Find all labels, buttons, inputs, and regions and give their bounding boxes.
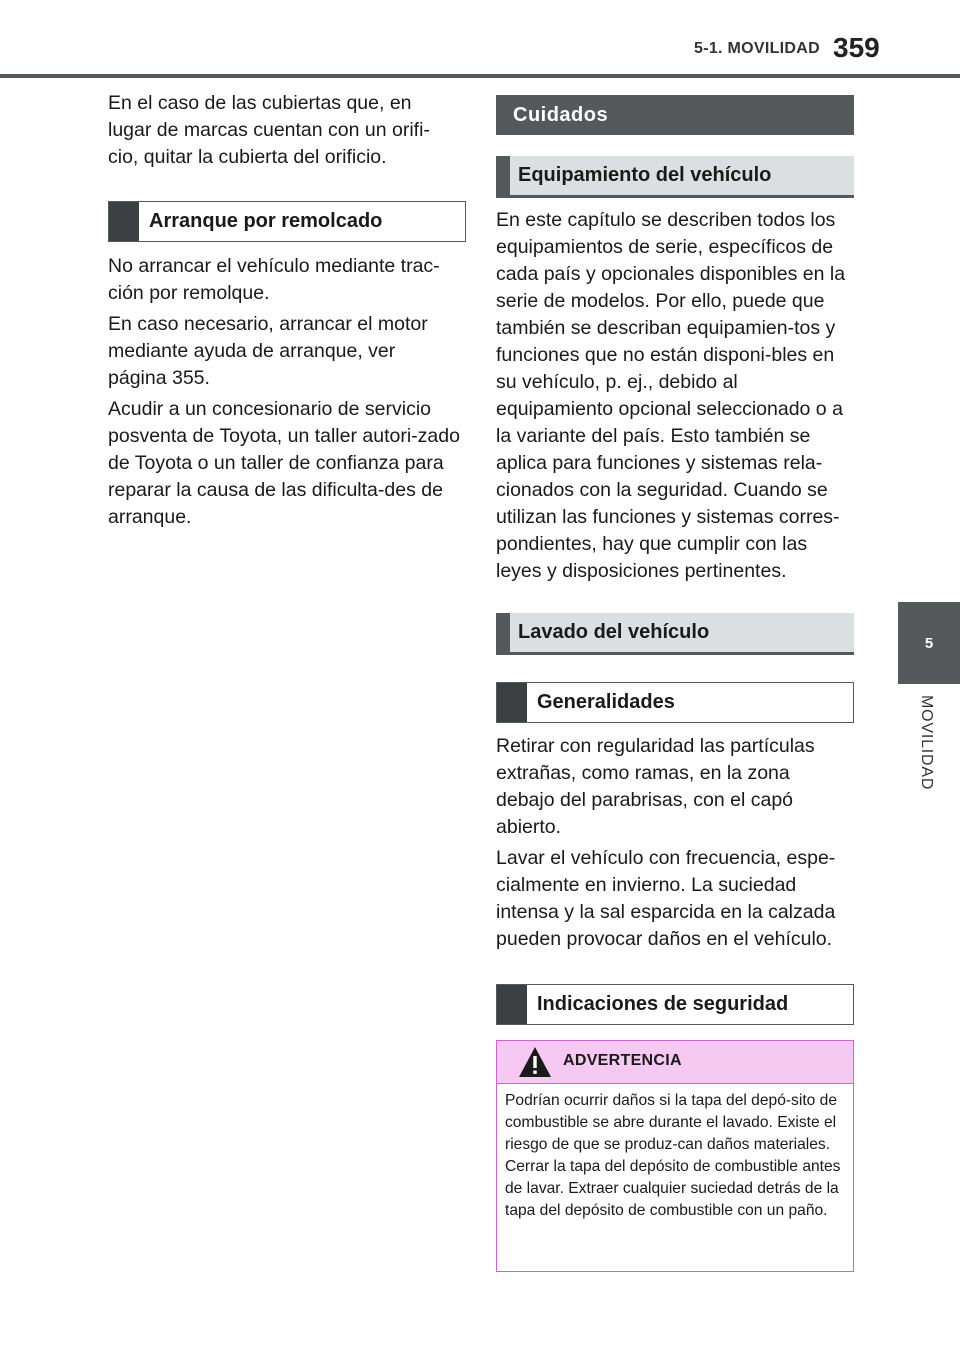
header-divider bbox=[0, 74, 960, 78]
heading-label: Generalidades bbox=[537, 691, 675, 713]
heading-wash bbox=[496, 613, 854, 655]
warning-triangle-icon bbox=[517, 1045, 553, 1079]
heading-label: Arranque por remolcado bbox=[149, 210, 383, 232]
heading-label: Equipamiento del vehículo bbox=[518, 164, 772, 186]
page-number: 359 bbox=[833, 32, 880, 63]
paragraph-dealer: Acudir a un concesionario de servicio posventa de Toyota, un taller autori-zado de Toyota o un taller de confianza para reparar la causa de las dificulta-des de arranque. bbox=[108, 398, 460, 528]
heading-safety bbox=[496, 984, 854, 1025]
paragraph-jump-start: En caso necesario, arrancar el motor mediante ayuda de arranque, ver página 355. bbox=[108, 313, 428, 389]
heading-tow-start bbox=[108, 201, 466, 242]
heading-marker bbox=[496, 156, 510, 195]
chapter-label: MOVILIDAD bbox=[918, 695, 935, 791]
paragraph-debris: Retirar con regularidad las partículas extrañas, como ramas, en la zona debajo del parabrisas, con el capó abierto. bbox=[496, 735, 815, 838]
section-title: 5-1. MOVILIDAD bbox=[694, 40, 820, 57]
heading-marker bbox=[497, 985, 527, 1024]
warning-text: Podrían ocurrir daños si la tapa del depó-sito de combustible se abre durante el lavado. Existe el riesgo de que se produz-can daños materiales. Cerrar la tapa del depósito de combustible antes de lavar. Extraer cualquier suciedad detrás de la tapa del depósito de combustible con un paño. bbox=[505, 1092, 841, 1219]
heading-label: Indicaciones de seguridad bbox=[537, 993, 789, 1015]
paragraph-wash-frequency: Lavar el vehículo con frecuencia, espe-cialmente en invierno. La suciedad intensa y la sal esparcida en la calzada pueden provocar daños en el vehículo. bbox=[496, 847, 836, 950]
chapter-number: 5 bbox=[924, 634, 934, 652]
heading-marker bbox=[496, 613, 510, 652]
warning-box bbox=[496, 1040, 854, 1272]
heading-care: Cuidados bbox=[496, 95, 854, 135]
heading-general bbox=[496, 682, 854, 723]
heading-marker bbox=[497, 683, 527, 722]
warning-title: ADVERTENCIA bbox=[563, 1052, 682, 1069]
paragraph-tow: No arrancar el vehículo mediante trac-ción por remolque. bbox=[108, 255, 440, 304]
chapter-tab bbox=[898, 602, 960, 684]
heading-marker bbox=[109, 202, 139, 241]
heading-equipment bbox=[496, 156, 854, 198]
warning-header bbox=[497, 1041, 853, 1084]
paragraph-equipment: En este capítulo se describen todos los equipamientos de serie, específicos de cada país y opcionales disponibles en la serie de modelos. Por ello, puede que también se describan equipamien-tos y funciones que no están disponi-bles en su vehículo, p. ej., debido al equipamiento opcional seleccionado o a la variante del país. Esto también se aplica para funciones y sistemas rela-cionados con la seguridad. Cuando se utilizan las funciones y sistemas corres-pondientes, hay que cumplir con las leyes y disposiciones pertinentes. bbox=[496, 209, 846, 582]
heading-label: Lavado del vehículo bbox=[518, 621, 710, 643]
intro-paragraph: En el caso de las cubiertas que, en lugar de marcas cuentan con un orifi-cio, quitar la cubierta del orificio. bbox=[108, 92, 430, 168]
